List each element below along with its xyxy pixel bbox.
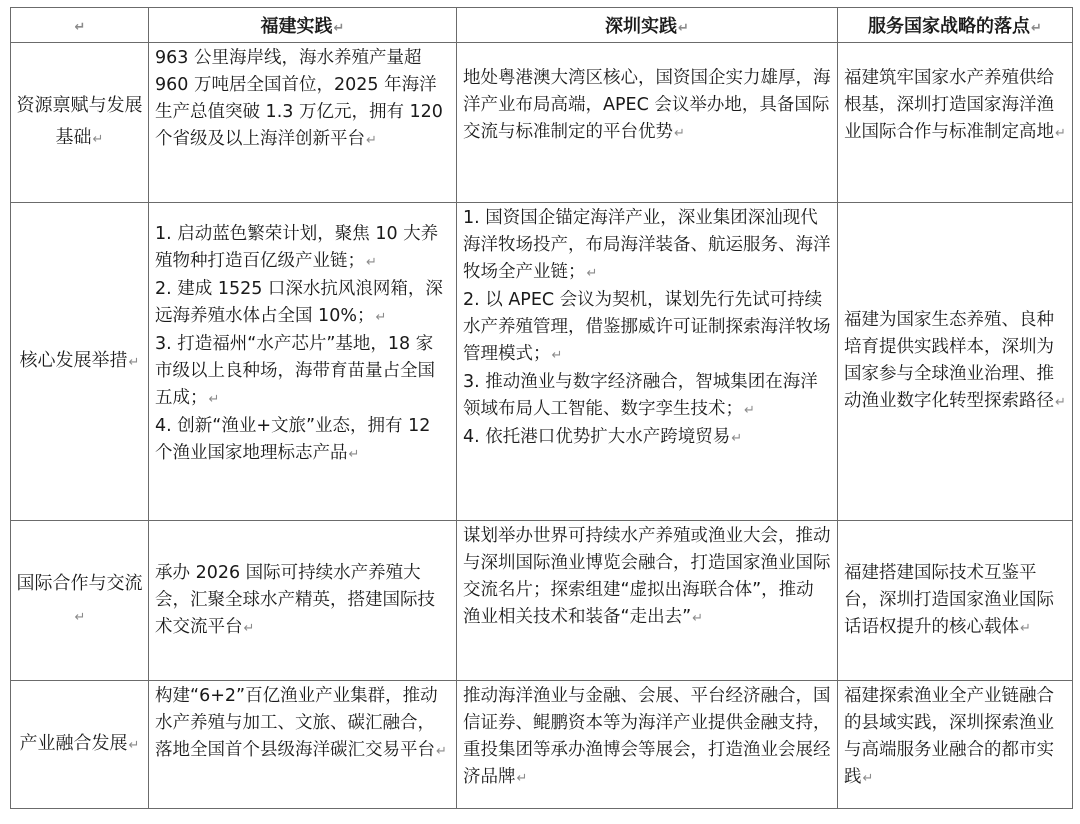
shenzhen-cell <box>457 521 838 681</box>
header-shenzhen: 深圳实践↵ <box>457 8 838 43</box>
shenzhen-text: 谋划举办世界可持续水产养殖或渔业大会，推动与深圳国际渔业博览会融合，打造国家渔业国际交流名片；探索组建“虚拟出海联合体”，推动渔业相关技术和装备“走出去”↵ <box>463 526 831 627</box>
row-label: 产业融合发展↵ <box>11 681 149 809</box>
shenzhen-cell <box>457 681 838 809</box>
shenzhen-item: 3. 推动渔业与数字经济融合，智城集团在海洋领域布局人工智能、数字孪生技术；↵ <box>463 372 818 419</box>
fujian-text: 承办 2026 国际可持续水产养殖大会，汇聚全球水产精英，搭建国际技术交流平台↵ <box>155 562 435 637</box>
fujian-cell <box>149 681 457 809</box>
shenzhen-text: 推动海洋渔业与金融、会展、平台经济融合，国信证券、鲲鹏资本等为海洋产业提供金融支持，重投集团等承办渔博会等展会，打造渔业会展经济品牌↵ <box>463 686 831 787</box>
row-label: 国际合作与交流↵ <box>11 521 149 681</box>
strategy-cell: 福建探索渔业全产业链融合的县域实践，深圳探索渔业与高端服务业融合的都市实践↵ <box>838 681 1073 809</box>
header-fujian: 福建实践↵ <box>149 8 457 43</box>
header-empty-cell <box>11 8 149 43</box>
shenzhen-item: 4. 依托港口优势扩大水产跨境贸易↵ <box>463 427 743 447</box>
shenzhen-item: 2. 以 APEC 会议为契机，谋划先行先试可持续水产养殖管理，借鉴挪威许可证制探索海洋牧场管理模式；↵ <box>463 290 831 364</box>
table-row <box>11 203 1073 521</box>
shenzhen-text: 地处粤港澳大湾区核心，国资国企实力雄厚，海洋产业布局高端，APEC 会议举办地，具备国际交流与标准制定的平台优势↵ <box>463 68 831 142</box>
fujian-item: 3. 打造福州“水产芯片”基地，18 家市级以上良种场，海带育苗量占全国五成；↵ <box>155 334 435 408</box>
table-row <box>11 43 1073 203</box>
strategy-cell: 福建搭建国际技术互鉴平台，深圳打造国家渔业国际话语权提升的核心载体↵ <box>838 521 1073 681</box>
fujian-cell <box>149 521 457 681</box>
header-strategy: 服务国家战略的落点↵ <box>838 8 1073 43</box>
fujian-cell <box>149 203 457 521</box>
shenzhen-cell <box>457 43 838 203</box>
fujian-text: 构建“6+2”百亿渔业产业集群，推动水产养殖与加工、文旅、碳汇融合，落地全国首个县级海洋碳汇交易平台↵ <box>155 686 447 760</box>
fujian-item: 1. 启动蓝色繁荣计划，聚焦 10 大养殖物种打造百亿级产业链；↵ <box>155 224 439 271</box>
table-header-row <box>11 8 1073 43</box>
shenzhen-item: 1. 国资国企锚定海洋产业，深业集团深汕现代海洋牧场投产，布局海洋装备、航运服务、海洋牧场全产业链；↵ <box>463 208 831 282</box>
row-label: 资源禀赋与发展基础↵ <box>11 43 149 203</box>
strategy-cell: 福建筑牢国家水产养殖供给根基，深圳打造国家海洋渔业国际合作与标准制定高地↵ <box>838 43 1073 203</box>
comparison-table <box>10 7 1073 809</box>
strategy-cell: 福建为国家生态养殖、良种培育提供实践样本，深圳为国家参与全球渔业治理、推动渔业数字化转型探索路径↵ <box>838 203 1073 521</box>
fujian-text: 963 公里海岸线，海水养殖产量超 960 万吨居全国首位，2025 年海洋生产总值突破 1.3 万亿元，拥有 120 个省级及以上海洋创新平台↵ <box>155 48 443 149</box>
table-row <box>11 521 1073 681</box>
fujian-item: 4. 创新“渔业+文旅”业态，拥有 12 个渔业国家地理标志产品↵ <box>155 416 431 463</box>
shenzhen-cell <box>457 203 838 521</box>
row-label: 核心发展举措↵ <box>11 203 149 521</box>
fujian-cell <box>149 43 457 203</box>
paragraph-mark: ↵ <box>74 19 86 35</box>
table-row <box>11 681 1073 809</box>
fujian-item: 2. 建成 1525 口深水抗风浪网箱，深远海养殖水体占全国 10%；↵ <box>155 279 443 326</box>
